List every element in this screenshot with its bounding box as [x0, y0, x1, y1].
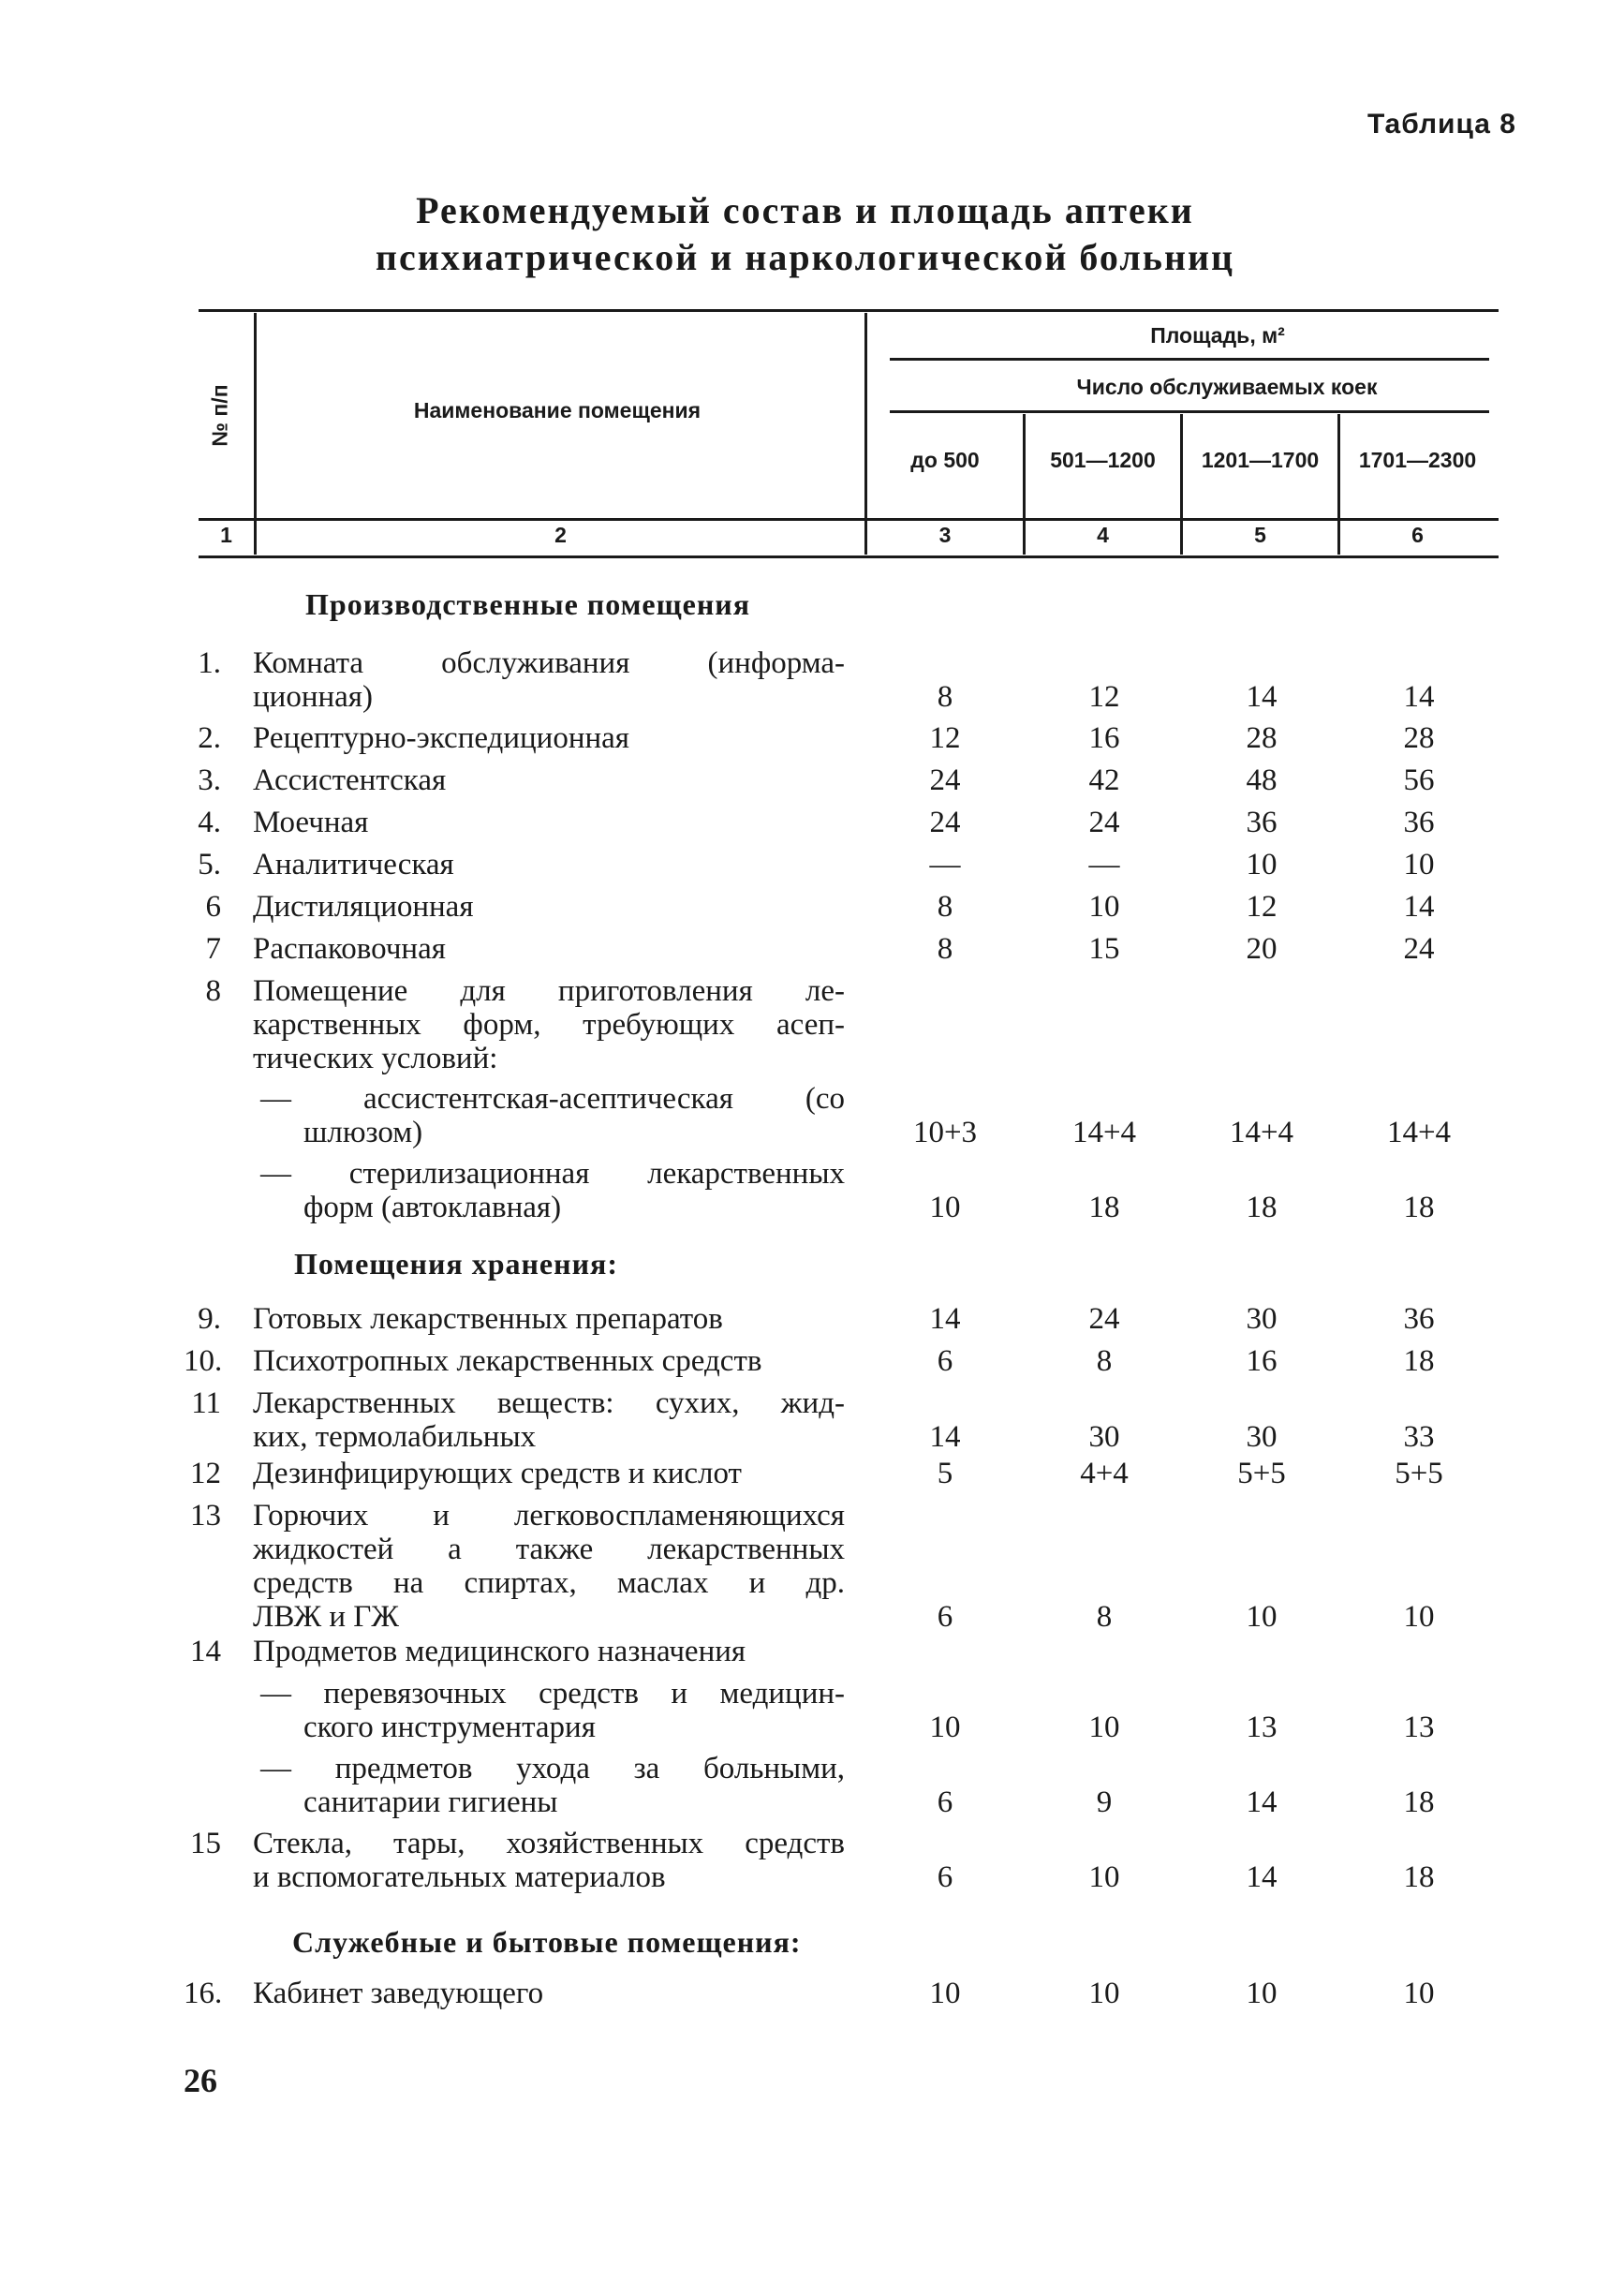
row-value-col-5: 10 [1246, 1977, 1278, 2010]
row-value-col-5: 13 [1246, 1711, 1278, 1744]
row-value-col-4: 10 [1088, 1977, 1120, 2010]
row-value-col-5: 10 [1246, 848, 1278, 881]
row-value-col-5: 30 [1246, 1302, 1278, 1336]
row-number: 15 [190, 1827, 221, 1860]
row-value-col-3: — [929, 848, 961, 881]
row-value-col-5: 5+5 [1237, 1457, 1286, 1490]
row-value-col-6: 18 [1403, 1344, 1435, 1378]
row-value-col-3: 24 [929, 806, 961, 839]
row-name-line: ких, термолабильных [253, 1420, 537, 1454]
row-name-line: Дистиляционная [253, 890, 474, 924]
row-number: 9. [198, 1302, 221, 1336]
row-number: 12 [190, 1457, 221, 1490]
header-col-1: до 500 [910, 448, 980, 472]
row-value-col-5: 14 [1246, 1785, 1278, 1819]
row-number: 8 [205, 974, 221, 1008]
row-value-col-3: 6 [937, 1785, 953, 1819]
row-name-line: Ассистентская [253, 763, 447, 797]
row-number: 13 [190, 1499, 221, 1533]
row-name-line: карственных форм, требующих асеп- [253, 1008, 845, 1042]
row-number: 10. [184, 1344, 223, 1378]
row-value-col-4: 24 [1088, 806, 1120, 839]
row-number: 6 [205, 890, 221, 924]
header-num-col: № п/п [207, 384, 232, 447]
header-bottom-rule [199, 518, 1499, 521]
row-name-line: ционная) [253, 680, 373, 714]
row-value-col-5: 16 [1246, 1344, 1278, 1378]
row-value-col-6: 33 [1403, 1420, 1435, 1454]
row-number: 16. [184, 1977, 223, 2010]
row-value-col-5: 28 [1246, 721, 1278, 755]
row-value-col-3: 6 [937, 1860, 953, 1894]
row-value-col-5: 48 [1246, 763, 1278, 797]
header-area: Площадь, м² [1150, 323, 1285, 348]
beds-rule [890, 410, 1489, 413]
row-name-line: жидкостей а также лекарственных [253, 1533, 845, 1566]
row-number: 14 [190, 1635, 221, 1668]
row-value-col-6: 18 [1403, 1785, 1435, 1819]
row-name-line: ского инструментария [303, 1711, 596, 1744]
row-value-col-4: 30 [1088, 1420, 1120, 1454]
row-number: 3. [198, 763, 221, 797]
row-value-col-6: 10 [1403, 1600, 1435, 1634]
row-name-line: — ассистентская-асептическая (со [260, 1082, 845, 1116]
row-value-col-6: 36 [1403, 806, 1435, 839]
row-name-line: Аналитическая [253, 848, 454, 881]
row-name-line: тических условий: [253, 1042, 498, 1075]
row-value-col-6: 28 [1403, 721, 1435, 755]
row-value-col-5: 12 [1246, 890, 1278, 924]
table-label: Таблица 8 [1366, 109, 1516, 140]
row-name-line: Психотропных лекарственных средств [253, 1344, 762, 1378]
row-value-col-5: 20 [1246, 932, 1278, 966]
col-divider-1 [254, 313, 257, 555]
row-value-col-3: 10 [929, 1191, 961, 1224]
row-value-col-6: 10 [1403, 848, 1435, 881]
row-value-col-4: 10 [1088, 890, 1120, 924]
row-value-col-6: 14 [1403, 890, 1435, 924]
row-name-line: — стерилизационная лекарственных [260, 1157, 845, 1191]
row-value-col-4: 14+4 [1071, 1116, 1137, 1149]
row-name-line: и вспомогательных материалов [253, 1860, 666, 1894]
row-number: 4. [198, 806, 221, 839]
table-title-line-2: психиатрической и наркологической больниц [375, 236, 1235, 278]
row-value-col-3: 14 [929, 1420, 961, 1454]
section-heading: Служебные и бытовые помещения: [292, 1925, 802, 1959]
header-col-2: 501—1200 [1050, 448, 1156, 472]
colnum-3: 3 [938, 523, 952, 547]
colnum-bottom-rule [199, 555, 1499, 558]
row-value-col-6: 18 [1403, 1191, 1435, 1224]
row-name-line: Моечная [253, 806, 369, 839]
row-value-col-4: — [1088, 848, 1120, 881]
row-value-col-6: 36 [1403, 1302, 1435, 1336]
row-value-col-3: 8 [937, 890, 953, 924]
colnum-6: 6 [1411, 523, 1424, 547]
row-number: 1. [198, 646, 221, 680]
row-value-col-5: 30 [1246, 1420, 1278, 1454]
row-value-col-3: 10 [929, 1977, 961, 2010]
row-value-col-6: 24 [1403, 932, 1435, 966]
row-value-col-3: 8 [937, 680, 953, 714]
row-value-col-3: 10+3 [912, 1116, 978, 1149]
row-value-col-3: 14 [929, 1302, 961, 1336]
row-value-col-4: 24 [1088, 1302, 1120, 1336]
row-value-col-4: 10 [1088, 1860, 1120, 1894]
row-value-col-3: 6 [937, 1600, 953, 1634]
row-value-col-5: 14 [1246, 1860, 1278, 1894]
row-name-line: Рецептурно-экспедиционная [253, 721, 629, 755]
row-value-col-6: 13 [1403, 1711, 1435, 1744]
row-value-col-5: 18 [1246, 1191, 1278, 1224]
row-name-line: Комната обслуживания (информа- [253, 646, 845, 680]
header-beds: Число обслуживаемых коек [1076, 375, 1378, 399]
row-value-col-4: 15 [1088, 932, 1120, 966]
section-heading: Помещения хранения: [294, 1247, 618, 1281]
row-value-col-4: 12 [1088, 680, 1120, 714]
row-number: 7 [205, 932, 221, 966]
row-value-col-6: 56 [1403, 763, 1435, 797]
row-name-line: шлюзом) [303, 1116, 423, 1149]
row-value-col-4: 16 [1088, 721, 1120, 755]
row-name-line: Лекарственных веществ: сухих, жид- [253, 1386, 845, 1420]
row-value-col-5: 14+4 [1229, 1116, 1294, 1149]
section-heading: Производственные помещения [305, 587, 751, 621]
row-value-col-6: 14 [1403, 680, 1435, 714]
row-name-line: средств на спиртах, маслах и др. [253, 1566, 845, 1600]
colnum-1: 1 [220, 523, 232, 547]
row-name-line: — перевязочных средств и медицин- [260, 1677, 845, 1711]
header-name-col: Наименование помещения [413, 398, 702, 422]
row-value-col-3: 6 [937, 1344, 953, 1378]
row-name-line: — предметов ухода за больными, [260, 1752, 845, 1785]
row-name-line: Стекла, тары, хозяйственных средств [253, 1827, 845, 1860]
row-number: 11 [191, 1386, 221, 1420]
row-value-col-6: 14+4 [1386, 1116, 1452, 1149]
row-value-col-3: 8 [937, 932, 953, 966]
row-number: 2. [198, 721, 221, 755]
row-value-col-4: 10 [1088, 1711, 1120, 1744]
row-value-col-6: 18 [1403, 1860, 1435, 1894]
row-number: 5. [198, 848, 221, 881]
row-name-line: Готовых лекарственных препаратов [253, 1302, 723, 1336]
colnum-2: 2 [554, 523, 567, 547]
area-rule [890, 358, 1489, 361]
row-name-line: ЛВЖ и ГЖ [253, 1600, 399, 1634]
row-value-col-5: 10 [1246, 1600, 1278, 1634]
row-value-col-6: 10 [1403, 1977, 1435, 2010]
row-value-col-4: 8 [1096, 1344, 1113, 1378]
table-top-rule [199, 309, 1499, 312]
row-value-col-3: 12 [929, 721, 961, 755]
table-title-line-1: Рекомендуемый состав и площадь аптеки [416, 189, 1194, 231]
colnum-4: 4 [1097, 523, 1109, 547]
row-value-col-6: 5+5 [1395, 1457, 1443, 1490]
row-value-col-5: 14 [1246, 680, 1278, 714]
row-name-line: Дезинфицирующих средств и кислот [253, 1457, 742, 1490]
row-name-line: Кабинет заведующего [253, 1977, 544, 2010]
row-name-line: Распаковочная [253, 932, 446, 966]
col-divider-2 [864, 313, 867, 555]
header-col-3: 1201—1700 [1201, 448, 1320, 472]
row-value-col-4: 42 [1088, 763, 1120, 797]
page-number: 26 [184, 2062, 217, 2099]
row-value-col-4: 4+4 [1080, 1457, 1129, 1490]
row-name-line: санитарии гигиены [303, 1785, 558, 1819]
row-value-col-5: 36 [1246, 806, 1278, 839]
colnum-5: 5 [1254, 523, 1266, 547]
row-value-col-3: 24 [929, 763, 961, 797]
row-value-col-3: 5 [937, 1457, 953, 1490]
row-value-col-3: 10 [929, 1711, 961, 1744]
row-value-col-4: 18 [1088, 1191, 1120, 1224]
header-col-4: 1701—2300 [1358, 448, 1477, 472]
row-name-line: форм (автоклавная) [303, 1191, 562, 1224]
row-value-col-4: 8 [1096, 1600, 1113, 1634]
row-name-line: Продметов медицинского назначения [253, 1635, 746, 1668]
row-name-line: Горючих и легковоспламеняющихся [253, 1499, 845, 1533]
row-name-line: Помещение для приготовления ле- [253, 974, 845, 1008]
row-value-col-4: 9 [1096, 1785, 1113, 1819]
